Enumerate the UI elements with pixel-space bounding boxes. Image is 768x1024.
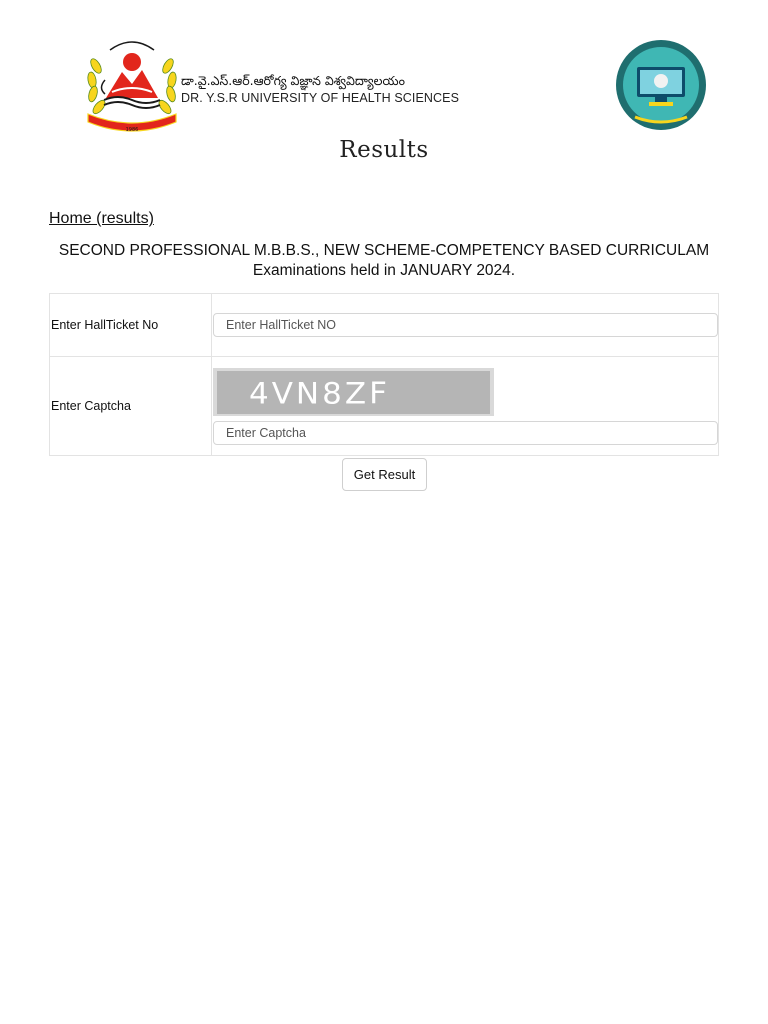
university-name-english: DR. Y.S.R UNIVERSITY OF HEALTH SCIENCES	[181, 91, 460, 105]
university-name-telugu: డా.వై.ఎస్.ఆర్.ఆరోగ్య విజ్ఞాన విశ్వవిద్యాలయం	[181, 73, 405, 88]
page-title: Results	[339, 137, 429, 163]
captcha-row	[50, 357, 719, 456]
hallticket-input[interactable]	[213, 313, 718, 337]
results-emblem-logo	[615, 39, 707, 131]
get-result-button[interactable]: Get Result	[342, 458, 427, 491]
result-form-table	[49, 293, 719, 456]
captcha-input[interactable]	[213, 421, 718, 445]
captcha-input-cell	[212, 357, 719, 456]
home-results-link[interactable]: Home (results)	[49, 210, 154, 227]
exam-session: Examinations held in JANUARY 2024.	[252, 262, 516, 279]
university-brand	[181, 72, 481, 106]
svg-text:1986: 1986	[125, 127, 139, 132]
university-emblem-logo	[82, 36, 182, 132]
exam-title: SECOND PROFESSIONAL M.B.B.S., NEW SCHEME-COMPETENCY BASED CURRICULAM	[58, 242, 710, 259]
hallticket-label: Enter HallTicket No	[50, 294, 212, 357]
exam-heading	[40, 241, 728, 281]
captcha-image	[213, 368, 494, 416]
hallticket-input-cell	[212, 294, 719, 357]
captcha-text: 4VN8ZF	[249, 376, 390, 412]
hallticket-row	[50, 294, 719, 357]
captcha-label: Enter Captcha	[50, 357, 212, 456]
